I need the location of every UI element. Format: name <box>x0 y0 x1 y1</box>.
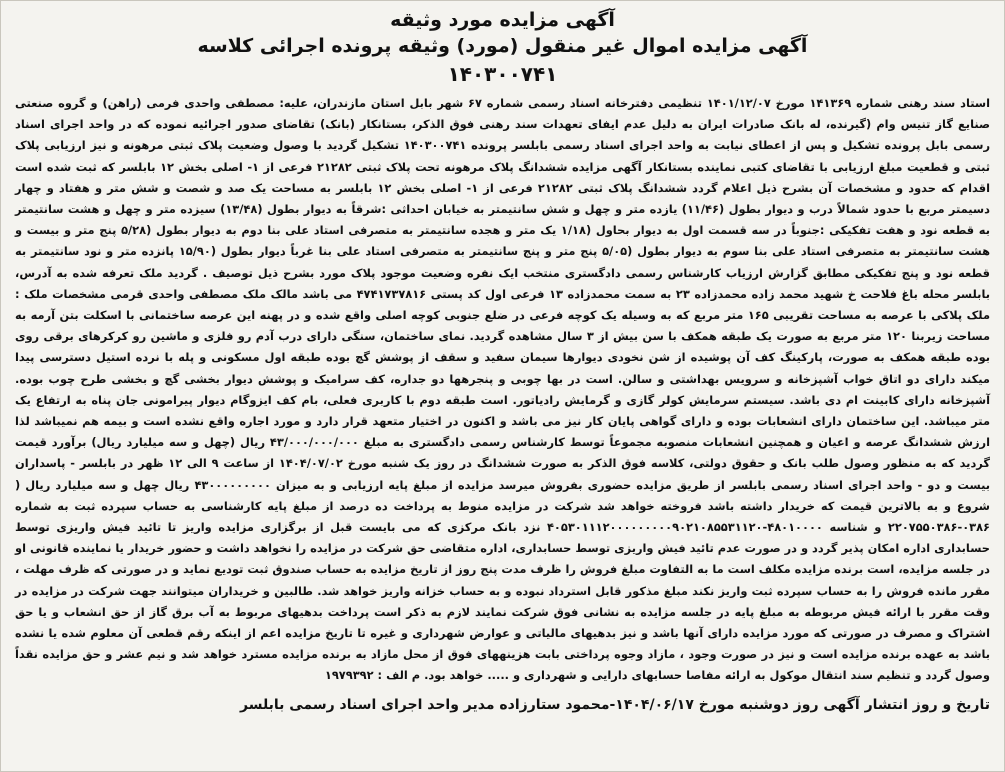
publication-footer: تاریخ و روز انتشار آگهی روز دوشنبه مورخ ۱۴۰۴/۰۶/۱۷-محمود ستارزاده مدیر واحد اجرای اسناد رسمی بابلسر <box>239 696 990 713</box>
file-number: ۱۴۰۳۰۰۷۴۱ <box>447 62 558 86</box>
notice-heading: آگهی مزایده مورد وثیقه <box>390 9 615 31</box>
notice-subheading: آگهی مزایده اموال غیر منقول (مورد) وثیقه پرونده اجرائی کلاسه <box>197 35 808 57</box>
notice-body: استاد سند رهنی شماره ۱۴۱۳۶۹ مورخ ۱۴۰۱/۱۲/۰۷ تنظیمی دفترخانه اسناد رسمی شماره ۶۷ شهر بابل استان مازندران، علیه: مصطفی واحدی فرمی (راهن) و گروه صنعتی صنایع گاز تنیس وام (گیرنده، له بانک صادرات ایران به دلیل عدم ایفای تعهدات سند رهنی فوق الذکر، بستانکار (بانک) تقاضای صدور اجرائیه نموده که در واحد اجرای اسناد رسمی بابل پرونده تشکیل و پس از اعطای نیابت به واحد اجرای اسناد رسمی بابلسر پرونده ۱۴۰۳۰۰۷۴۱ تشکیل گردید با وصول وضعیت پلاک ثبتی مرهونه و نیز ارزیابی پلاک ثبتی و قطعیت مبلغ ارزیابی با تقاضای کتبی نماینده بستانکار آگهی مزایده ششدانگ پلاک مرهونه تحت پلاک ثبتی ۲۱۲۸۲ فرعی از ۱- اصلی بخش ۱۲ بابلسر که ثبت شده است اقدام که حدود و مشخصات آن بشرح ذیل اعلام گردد ششدانگ پلاک ثبتی ۲۱۲۸۲ فرعی از ۱- اصلی بخش ۱۲ بابلسر به مساحت یک صد و شصت و شش متر و هفتاد و چهار دسیمتر مربع با حدود شمالاً درب و دیوار بطول (۱۱/۴۶) یازده متر و چهل و شش سانتیمتر به خیابان احداثی :شرقاً به دیوار بطول (۱۳/۴۸) سیزده متر و چهل و هشت سانتیمتر به قطعه نود و هفت تفکیکی :جنوباً در سه قسمت اول به دیوار بحاول (۱/۱۸ یک متر و هجده سانتیمتر به متصرفی استاد علی بنا دوم به دیوار بطول (۵/۲۸ پنج متر و بیست و هشت سانتیمتر به متصرفی استاد علی بنا سوم به دیوار بطول (۵/۰۵ پنج متر و پنج سانتیمتر به متصرفی استاد علی بنا غرباً دیوار بطول (۱۵/۹۰ پانزده متر و نود سانتیمتر به قطعه نود و پنج تفکیکی مطابق گزارش ارزیاب کارشناس رسمی دادگستری منتخب ایک نفره وضعیت موجود پلاک مورد بشرح ذیل توصیف . گردید ملک تعرفه شده به آدرس، بابلسر محله باغ فلاحت خ شهید محمد زاده محمدزاده ۲۳ به سمت محمدزاده ۱۳ فرعی اول کد پستی ۴۷۴۱۷۳۷۸۱۶ می باشد مالک ملک مصطفی واحدی قرمی مشخصات ملک : ملک پلاکی با عرصه به مساحت تقریبی ۱۶۵ متر مربع که به وسیله یک کوچه فرعی در ضلع جنوبی کوچه اصلی واقع شده و در پهنه این عرصه ساختمانی با اسکلت بتن آرمه به مساحت زیربنا ۱۲۰ متر مربع به صورت یک طبقه همکف با سن بیش از ۳ سال مشاهده گردید. نمای ساختمان، سنگی دارای درب آدم رو فلزی و ماشین رو کرکرهای برقی روی بوده طبقه همکف به صورت، پارکینگ کف آن پوشیده از شن نخودی دیوارها سیمان سفید و سقف از پوشش گچ بوده طبقه اول مسکونی و پله با نرده استیل دسترسی پیدا میکند دارای دو اتاق خواب آشپزخانه و سرویس بهداشتی و سالن. است در بها چوبی و پنجرهها دو جداره، کف سرامیک و پوشش دیوار بخشی گچ و بخشی طرح چوب بوده. آشپزخانه دارای کابینت ام دی باشد. سیستم سرمایش کولر گازی و گرمایش رادیاتور. است طبقه دوم با کاربری فعلی، بام کف ایزوگام دیوار پیرامونی جان پناه به ارتفاع یک متر میباشد. این ساختمان دارای انشعابات بوده و دارای گواهی پایان کار نیز می باشد و اکنون در اختیار متعهد قرار دارد و مورد اجاره واقع نشده است و بیمه هم نمیباشد لذا ارزش ششدانگ عرصه و اعیان و همچنین انشعابات منصوبه مجموعاً توسط کارشناس رسمی دادگستری به مبلغ ۴۳/۰۰۰/۰۰۰/۰۰۰ ریال (چهل و سه میلیارد ریال) برآورد قیمت گردید که به منظور وصول طلب بانک و حقوق دولتی، کلاسه فوق الذکر به صورت ششدانگ در روز یک شنبه مورخ ۱۴۰۴/۰۷/۰۲ از ساعت ۹ الی ۱۲ ظهر در بابلسر - پاسداران بیست و دو - واحد اجرای اسناد رسمی بابلسر از طریق مزایده حضوری بفروش میرسد مزایده از مبلغ پایه ارزیابی و به میزان ۴۳۰۰۰۰۰۰۰۰۰ ریال چهل و سه میلیارد ریال ( شروع و به بالاترین قیمت که خریدار داشته باشد فروخته خواهد شد شرکت در مزایده منوط به پرداخت ده درصد از مبلغ پایه کارشناسی به حساب سپرده ثبت به شماره ۰۳۸۶-۲۲۰۷۵۵۰۳۸۶ و شناسه ۴۸۰۱۰۰۰۰-۴۰۵۳۰۱۱۱۲۰۰۰۰۰۰۰۰۰۹۰۲۱۰۸۵۵۳۱۱۲۰ نزد بانک مرکزی که می بایست قبل از برگزاری مزایده واریز تا تائید فیش واریزی توسط حسابداری اداره امکان پذیر گردد و در صورت عدم تائید فیش واریزی توسط حسابداری، اداره متقاضی حق شرکت در مزایده را نخواهد داشت و حضور خریدار یا نماینده قانونی او در جلسه مزایده، است برنده مزایده مکلف است ما به التفاوت مبلغ فروش را ظرف مدت پنج روز از تاریخ مزایده به حساب صندوق ثبت تودیع نماید و در صورتی که ظرف مهلت ، مقرر مانده فروش را به حساب سپرده ثبت واریز نکند مبلغ مذکور قابل استرداد نبوده و به حساب خزانه واریز خواهد شد. طالبین و خریداران میتوانند جهت شرکت در مزایده در وقت مقرر با ارائه فیش مربوطه به مبلغ پایه در جلسه مزایده به نشانی فوق شرکت نمایند لازم به ذکر است پرداخت بدهیهای مربوط به آب برق گاز از حق انشعاب و یا حق اشتراک و مصرف در صورتی که مورد مزایده دارای آنها باشد و نیز بدهیهای مالیاتی و عوارض شهرداری و غیره تا تاریخ مزایده اعم از اینکه رقم قطعی آن معلوم شده یا نشده باشد به عهده برنده مزایده است و نیز در صورت وجود ، مازاد وجوه پرداختی بابت هزینههای فوق از محل مازاد به برنده مزایده مسترد خواهد شد و نیم عشر و حق مزایده نقداً وصول گردد و تنظیم سند انتقال موکول به ارائه مفاصا حسابهای دارایی و شهرداری و ..... خواهد بود. م الف : ۱۹۷۹۳۹۲ <box>15 96 991 683</box>
